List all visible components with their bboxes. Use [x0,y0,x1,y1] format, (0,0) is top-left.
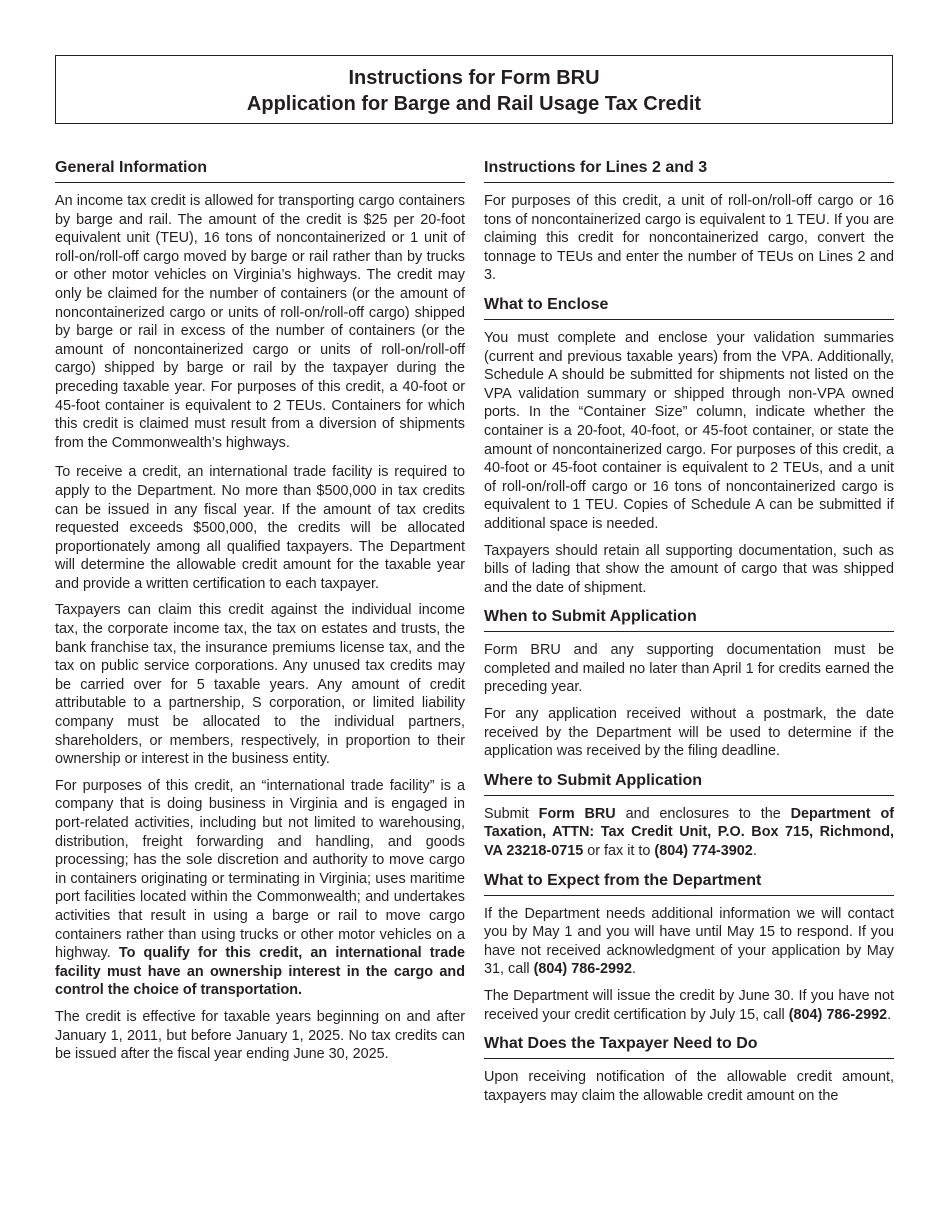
trade-facility-definition: For purposes of this credit, an “international trade facility” is a company that is doing business in Virginia and is engaged in port-related activities, including but not limited to warehousing, distribution, freight forwarding and handling, and goods processing; has the sole discretion and authority to move cargo in containers originating or terminating in Virginia; uses maritime port facilities located within the Commonwealth; and undertakes activities that result in using a barge or rail to move cargo containers rather than using trucks or other motor vehicles on a highway. [55,777,465,962]
title-box [55,55,893,124]
mailing-address: Department of Taxation, ATTN: Tax Credit Unit, P.O. Box 715, Richmond, VA 23218-0715 [484,805,895,860]
expect-text-1: If the Department needs additional information we will contact you by May 1 and you will have until May 15 to respond. If you have not received acknowledgment of your application by May 31, call [484,905,894,978]
where-submit-text: Submit [484,805,529,822]
general-paragraph-3: Taxpayers can claim this credit against the individual income tax, the corporate income tax, the tax on estates and trusts, the bank franchise tax, the insurance premiums license tax, and the tax on public service corporations. Any unused tax credits may be carried over for 5 taxable years. Any amount of credit attributable to a partnership, S corporation, or limited liability company must be allocated to the individual partners, shareholders, or members, respectively, in proportion to their ownership or interest in the business entity. [55,602,465,768]
enclose-section [484,295,894,597]
need-paragraph: Upon receiving notification of the allowable credit amount, taxpayers may claim the allowable credit amount on the [484,1069,894,1104]
where-section [484,771,894,861]
general-paragraph-2: To receive a credit, an international trade facility is required to apply to the Department. No more than $500,000 in tax credits can be issued in any fiscal year. If the amount of tax credits requested exceeds $500,000, the credits will be allocated proportionately among all qualified taxpayers. The Department will determine the allowable credit amount for the taxable year and provide a written certification to each taxpayer. [55,464,465,592]
expect-paragraph-2: The Department will issue the credit by June 30. If you have not received your credit certification by July 15, call (804) 786-2992. [484,988,894,1023]
phone-number-1: (804) 786-2992 [533,961,633,978]
expect-text-2: The Department will issue the credit by June 30. If you have not received your credit certification by July 15, call [484,988,894,1023]
general-information-heading: General Information [55,158,465,183]
qualification-requirement: To qualify for this credit, an international trade facility must have an ownership interest in the cargo and control the choice of transportation. [55,945,465,999]
need-heading: What Does the Taxpayer Need to Do [484,1034,894,1059]
document-title: Instructions for Form BRU [348,67,600,89]
lines-heading: Instructions for Lines 2 and 3 [484,158,894,183]
enclose-paragraph-1: You must complete and enclose your validation summaries (current and previous taxable years) from the VPA. Additionally, Schedule A should be submitted for shipments not listed on the VPA validation summary or shipped through non-VPA owned ports. In the “Container Size” column, indicate whether the container is a 20-foot, 40-foot, or 45-foot container, or state the amount of noncontainerized cargo. For purposes of this credit, a 40-foot or 45-foot container is equivalent to 2 TEUs, and a unit of roll-on/roll-off cargo or 16 tons of noncontainerized cargo is equivalent to 1 TEU. Copies of Schedule A can be submitted if additional space is needed. [484,329,894,532]
expect-section [484,871,894,1025]
where-heading: Where to Submit Application [484,771,894,796]
where-paragraph: Submit Form BRU and enclosures to the Department of Taxation, ATTN: Tax Credit Unit, P.O. Box 715, Richmond, VA 23218-0715 or fax it to (804) 774-3902. [484,805,895,860]
general-paragraph-1: An income tax credit is allowed for transporting cargo containers by barge and rail. The amount of the credit is $25 per 20-foot equivalent unit (TEU), 16 tons of noncontainerized or 1 unit of roll-on/roll-off cargo moved by barge or rail rather than by trucks or other motor vehicles on Virginia’s highways. The credit may only be claimed for the number of containers (or the amount of noncontainerized cargo or units of roll-on/roll-off cargo) shipped by barge or rail in excess of the number of containers (or the amount of noncontainerized cargo or units of roll-on/roll-off cargo) shipped by barge or rail by the taxpayer during the preceding taxable year. For purposes of this credit, a 40-foot or 45-foot container is equivalent to 2 TEUs. Containers for which this credit is claimed must result from a diversion of shipments from the Commonwealth’s highways. [55,193,465,451]
when-section [484,607,894,761]
when-paragraph-2: For any application received without a postmark, the date received by the Department will be used to determine if the application was received by the filing deadline. [484,706,894,760]
document-subtitle: Application for Barge and Rail Usage Tax Credit [246,93,702,115]
lines-paragraph: For purposes of this credit, a unit of roll-on/roll-off cargo or 16 tons of noncontainerized cargo is equivalent to 1 TEU. If you are claiming this credit for noncontainerized cargo, convert the tonnage to TEUs and enter the number of TEUs on Lines 2 and 3. [484,193,894,284]
need-section [484,1034,894,1105]
expect-paragraph-1: If the Department needs additional information we will contact you by May 1 and you will have until May 15 to respond. If you have not received acknowledgment of your application by May 31, call (804) 786-2992. [484,905,894,978]
form-name: Form BRU [538,805,616,822]
general-paragraph-4 [55,777,465,1000]
general-paragraph-5: The credit is effective for taxable years beginning on and after January 1, 2011, but before January 1, 2025. No tax credits can be issued after the fiscal year ending June 30, 2025. [55,1008,465,1063]
fax-number: (804) 774-3902 [654,843,753,860]
expect-heading: What to Expect from the Department [484,871,894,896]
when-heading: When to Submit Application [484,607,894,632]
where-fax-text: or fax it to [587,843,651,860]
right-column [484,158,894,1105]
enclose-paragraph-2: Taxpayers should retain all supporting documentation, such as bills of lading that show the amount of cargo that was shipped and the date of shipment. [484,542,894,596]
where-and-text: and enclosures to the [625,805,781,822]
when-paragraph-1: Form BRU and any supporting documentation must be completed and mailed no later than April 1 for credits earned the preceding year. [484,642,894,696]
enclose-heading: What to Enclose [484,295,894,320]
phone-number-2: (804) 786-2992 [788,1006,888,1023]
left-column [55,158,465,1064]
